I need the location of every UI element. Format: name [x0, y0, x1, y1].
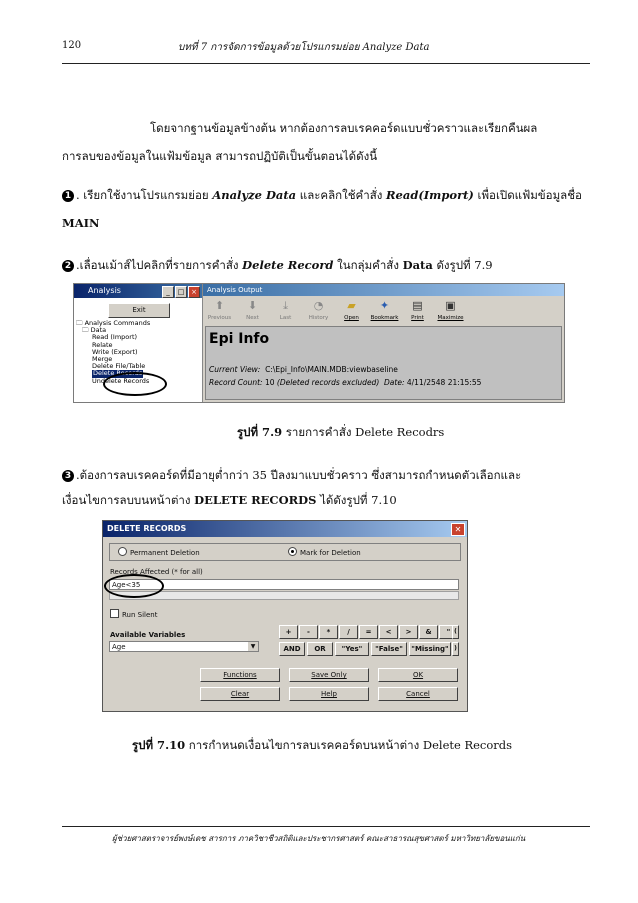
op-multiply-button[interactable]: * — [319, 625, 338, 639]
exit-button[interactable]: Exit — [108, 303, 170, 318]
step-3-line-2: เงื่อนไขการลบบนหน้าต่าง DELETE RECORDS ได้ดังรูปที่ 7.10 — [62, 493, 397, 507]
analysis-panel — [74, 284, 203, 402]
last-icon: ⤓ — [283, 299, 288, 312]
bookmark-button[interactable]: ✦ Bookmark — [368, 297, 401, 325]
highlight-oval — [104, 574, 164, 598]
maximize-icon[interactable]: □ — [175, 286, 187, 298]
footer-rule — [62, 826, 590, 827]
chapter-title: บทที่ 7 การจัดการข้อมูลด้วยโปรแกรมย่อย Analyze Data — [178, 42, 430, 53]
op-equals-button[interactable]: = — [359, 625, 378, 639]
folder-icon: ▰ — [347, 299, 356, 312]
footer-text: ผู้ช่วยศาสตราจารย์พงษ์เดช สารการ ภาควิชาชีวสถิติและประชากรศาสตร์ คณะสาธารณสุขศาสตร์ มหาวิทยาลัยขอนแก่น — [112, 834, 526, 843]
output-toolbar — [203, 297, 564, 325]
last-button[interactable]: ⤓ Last — [269, 297, 302, 325]
op-ampersand-button[interactable]: & — [419, 625, 438, 639]
functions-button[interactable]: Functions — [200, 668, 280, 682]
down-arrow-icon: ⬇ — [247, 299, 258, 312]
radio-mark-for-deletion[interactable]: Mark for Deletion — [288, 547, 361, 557]
previous-button[interactable]: ⬆ Previous — [203, 297, 236, 325]
op-close-paren-button[interactable]: ) — [452, 642, 459, 656]
available-variables-select[interactable]: Age ▼ — [109, 641, 259, 652]
step-1-line-2: MAIN — [62, 216, 100, 230]
figure-7-9-screenshot — [73, 283, 565, 403]
step-number-2: 2 — [62, 260, 74, 272]
step-3: 3 .ต้องการลบเรคคอร์ดที่มีอายุต่ำกว่า 35 ปีลงมาแบบชั่วคราว ซึ่งสามารถกำหนดตัวเลือกและ — [62, 468, 521, 483]
analysis-title-bar: Analysis _ □ × — [74, 284, 202, 298]
close-icon[interactable]: × — [188, 286, 200, 298]
open-button[interactable]: ▰ Open — [335, 297, 368, 325]
op-missing-button[interactable]: "Missing" — [409, 642, 451, 656]
records-affected-label: Records Affected (* for all) — [110, 568, 203, 576]
intro-line-1: โดยจากฐานข้อมูลข้างต้น หากต้องการลบเรคคอร์ดแบบชั่วคราวและเรียกคืนผล — [150, 121, 538, 135]
tree-item-read[interactable]: Read (Import) — [92, 333, 138, 342]
record-count: Record Count: 10 (Deleted records excluded) Date: 4/11/2548 21:15:55 — [209, 378, 482, 387]
cancel-button[interactable]: Cancel — [378, 687, 458, 701]
ok-button[interactable]: OK — [378, 668, 458, 682]
op-and-button[interactable]: AND — [279, 642, 305, 656]
intro-line-2: การลบของข้อมูลในแฟ้มข้อมูล สามารถปฏิบัติเป็นขั้นตอนได้ดังนี้ — [62, 149, 378, 163]
op-open-paren-button[interactable]: ( — [452, 625, 459, 639]
tree-item-merge[interactable]: Merge — [92, 355, 113, 364]
window-icon: ▣ — [445, 299, 456, 312]
op-false-button[interactable]: "False" — [371, 642, 407, 656]
op-minus-button[interactable]: - — [299, 625, 318, 639]
op-yes-button[interactable]: "Yes" — [335, 642, 369, 656]
bookmark-icon: ✦ — [379, 299, 390, 312]
figure-7-10-caption: รูปที่ 7.10 การกำหนดเงื่อนไขการลบเรคคอร์ดบนหน้าต่าง Delete Records — [132, 738, 513, 752]
figure-7-9-caption: รูปที่ 7.9 รายการคำสั่ง Delete Recodrs — [237, 425, 445, 439]
step-1: 1 . เรียกใช้งานโปรแกรมย่อย Analyze Data และคลิกใช้คำสั่ง Read(Import) เพื่อเปิดแฟ้มข้อมูลชื่อ — [62, 188, 582, 203]
maximize-button[interactable]: ▣ Maximize — [434, 297, 467, 325]
print-button[interactable]: ▤ Print — [401, 297, 434, 325]
available-variables-label: Available Variables — [110, 631, 186, 639]
op-or-button[interactable]: OR — [307, 642, 333, 656]
output-area — [205, 326, 562, 400]
op-plus-button[interactable]: + — [279, 625, 298, 639]
clear-button[interactable]: Clear — [200, 687, 280, 701]
records-affected-input[interactable]: Age<35 — [109, 579, 459, 590]
tree-item-delete-records[interactable]: Delete Records — [93, 369, 143, 378]
app-name: Epi Info — [209, 331, 270, 347]
op-less-button[interactable]: < — [379, 625, 398, 639]
tree-item-data[interactable]: 🗀 Data — [82, 326, 107, 335]
horizontal-scrollbar[interactable] — [109, 591, 459, 600]
printer-icon: ▤ — [412, 299, 423, 312]
minimize-icon[interactable]: _ — [162, 286, 174, 298]
analysis-output-panel — [203, 284, 564, 402]
tree-item-write[interactable]: Write (Export) — [92, 347, 138, 356]
header-rule — [62, 63, 590, 64]
close-icon[interactable]: ✕ — [451, 523, 465, 536]
chevron-down-icon[interactable]: ▼ — [248, 642, 258, 651]
figure-7-10-dialog — [102, 520, 468, 712]
current-view: Current View: C:\Epi_Info\MAIN.MDB:viewbaseline — [209, 365, 398, 374]
op-divide-button[interactable]: / — [339, 625, 358, 639]
tree-item-relate[interactable]: Relate — [92, 340, 113, 349]
next-button[interactable]: ⬇ Next — [236, 297, 269, 325]
radio-permanent-deletion[interactable]: Permanent Deletion — [118, 547, 200, 557]
deletion-mode-group — [109, 543, 461, 561]
run-silent-checkbox[interactable]: Run Silent — [110, 609, 157, 619]
tree-item-delete-file[interactable]: Delete File/Table — [92, 362, 146, 371]
step-2: 2 .เลื่อนเม้าส์ไปคลิกที่รายการคำสั่ง Delete Record ในกลุ่มคำสั่ง Data ดังรูปที่ 7.9 — [62, 258, 493, 273]
op-greater-button[interactable]: > — [399, 625, 418, 639]
help-button[interactable]: Help — [289, 687, 369, 701]
save-only-button[interactable]: Save Only — [289, 668, 369, 682]
page-number: 120 — [62, 40, 82, 51]
history-icon: ◔ — [313, 299, 324, 312]
history-button[interactable]: ◔ History — [302, 297, 335, 325]
op-quote-button[interactable]: " — [439, 625, 458, 639]
dialog-title: DELETE RECORDS — [103, 521, 467, 537]
tree-item-undelete-records[interactable]: Undelete Records — [92, 376, 150, 385]
highlight-oval — [103, 372, 167, 396]
tree-item-analysis-commands[interactable]: 🗀 Analysis Commands — [76, 319, 151, 327]
output-title-bar: Analysis Output — [203, 284, 564, 296]
step-number-1: 1 — [62, 190, 74, 202]
step-number-3: 3 — [62, 470, 74, 482]
up-arrow-icon: ⬆ — [214, 299, 225, 312]
